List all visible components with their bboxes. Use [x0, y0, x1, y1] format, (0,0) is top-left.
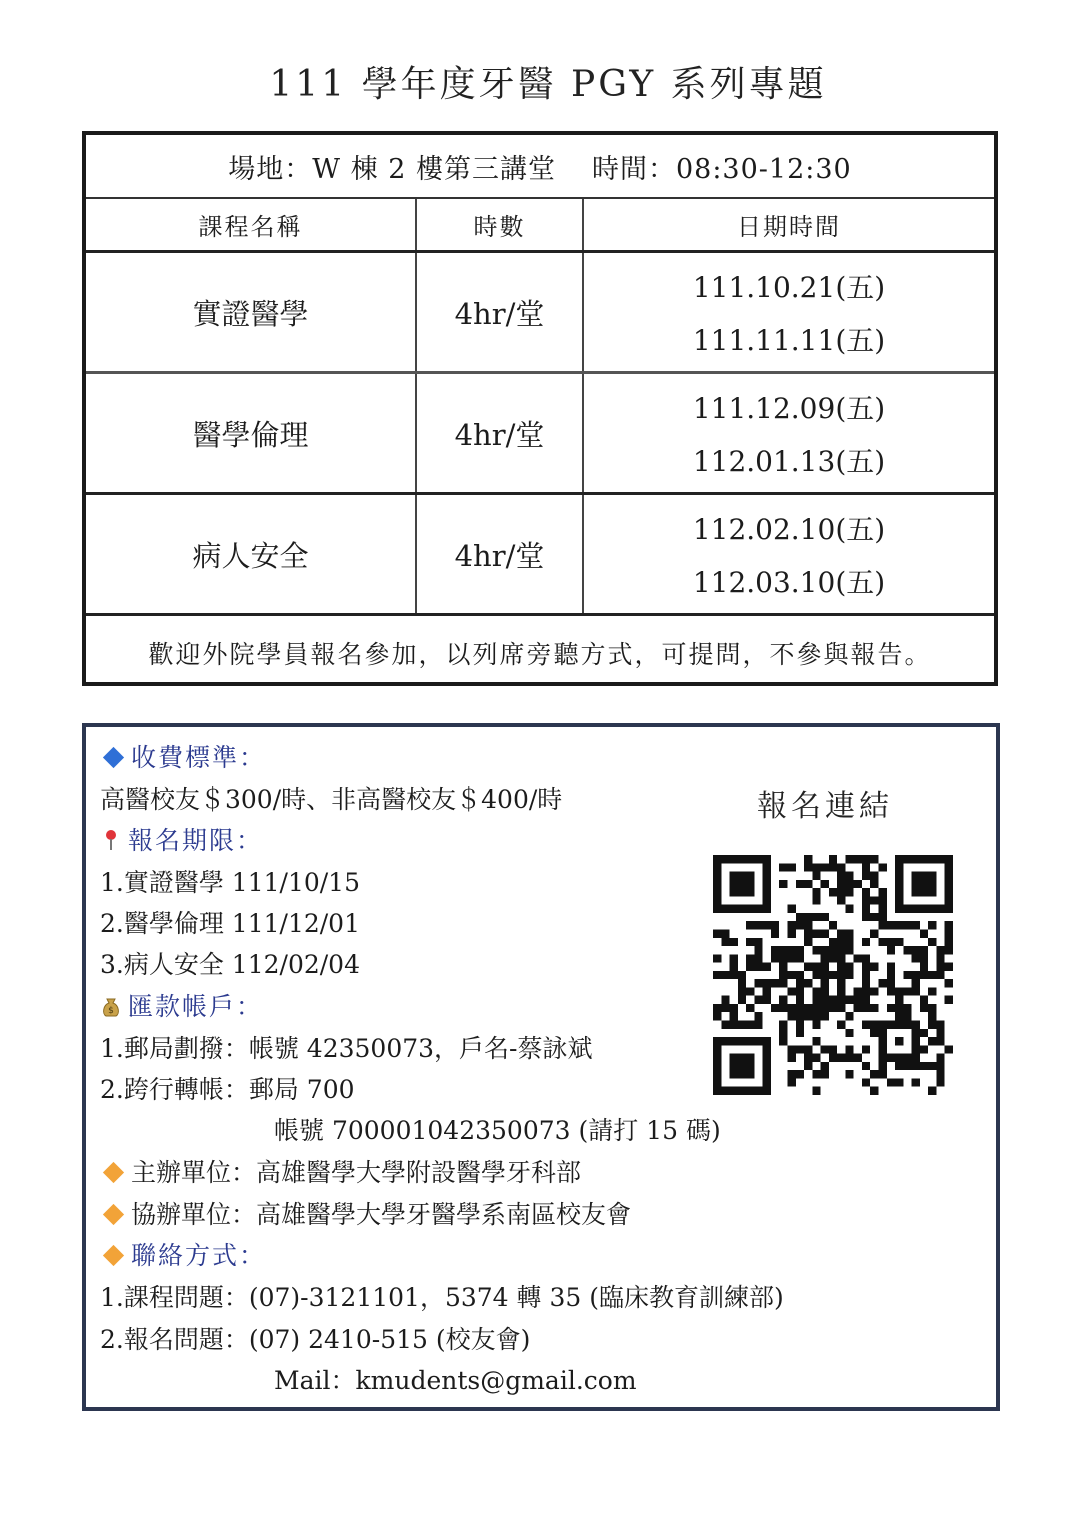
orange-diamond-icon	[103, 1162, 124, 1183]
info-box	[82, 723, 1000, 1411]
table-row	[86, 495, 994, 616]
orange-diamond-icon	[103, 1245, 124, 1266]
fee-text: 高醫校友＄300/時、非高醫校友＄400/時	[100, 785, 563, 814]
account-heading: 匯款帳戶：	[128, 992, 264, 1021]
course-date: 112.03.10(五)	[692, 565, 886, 599]
svg-text:$: $	[108, 1006, 114, 1016]
header-course-name: 課程名稱	[86, 199, 417, 250]
orange-diamond-icon	[103, 1204, 124, 1225]
header-datetime: 日期時間	[737, 213, 841, 241]
contact-heading-line	[100, 1241, 266, 1271]
deadline-heading: 報名期限：	[128, 826, 264, 855]
register-link-label: 報名連結	[757, 789, 893, 824]
organizer-line	[100, 1158, 581, 1188]
contact-course: 1.課程問題：(07)-3121101，5374 轉 35 (臨床教育訓練部)	[100, 1283, 784, 1312]
co-organizer-text: 協辦單位：高雄醫學大學牙醫學系南區校友會	[131, 1200, 632, 1229]
contact-register: 2.報名問題：(07) 2410-515 (校友會)	[100, 1325, 531, 1354]
course-date: 111.10.21(五)	[692, 270, 886, 304]
course-date: 111.11.11(五)	[692, 323, 886, 357]
welcome-note: 歡迎外院學員報名參加，以列席旁聽方式，可提問，不參與報告。	[148, 639, 932, 669]
fee-heading: 收費標準：	[131, 743, 267, 772]
contact-mail: Mail：kmudents@gmail.com	[274, 1366, 637, 1395]
deadline-item: 1.實證醫學 111/10/15	[100, 868, 360, 897]
course-dates	[584, 253, 994, 371]
venue-time-row	[86, 135, 994, 199]
course-hours: 4hr/堂	[417, 374, 584, 492]
account-postal: 1.郵局劃撥：帳號 42350073，戶名-蔡詠斌	[100, 1034, 593, 1063]
registration-qr-code[interactable]	[713, 855, 953, 1095]
red-pin-icon	[100, 829, 122, 851]
course-date: 112.01.13(五)	[692, 444, 886, 478]
deadline-heading-line	[100, 826, 263, 856]
time-text: 時間：08:30-12:30	[591, 153, 852, 185]
course-dates	[584, 495, 994, 613]
course-name: 實證醫學	[86, 253, 417, 371]
header-hours: 時數	[417, 199, 584, 250]
contact-heading: 聯絡方式：	[131, 1241, 267, 1270]
deadline-item: 3.病人安全 112/02/04	[100, 950, 360, 979]
page-title: 111 學年度牙醫 PGY 系列專題	[269, 64, 827, 105]
course-date: 111.12.09(五)	[692, 391, 886, 425]
course-hours: 4hr/堂	[417, 253, 584, 371]
course-name: 醫學倫理	[86, 374, 417, 492]
table-row	[86, 374, 994, 495]
table-header-row	[86, 199, 994, 253]
blue-diamond-icon	[103, 747, 124, 768]
organizer-text: 主辦單位：高雄醫學大學附設醫學牙科部	[131, 1158, 582, 1187]
account-heading-line	[100, 992, 263, 1022]
schedule-table	[82, 131, 998, 686]
table-row	[86, 253, 994, 374]
course-date: 112.02.10(五)	[692, 512, 886, 546]
account-transfer: 2.跨行轉帳：郵局 700	[100, 1075, 355, 1104]
co-organizer-line	[100, 1200, 631, 1230]
course-dates	[584, 374, 994, 492]
course-name: 病人安全	[86, 495, 417, 613]
venue-text: 場地：W 棟 2 樓第三講堂	[228, 153, 556, 185]
money-bag-icon	[100, 995, 122, 1017]
deadline-item: 2.醫學倫理 111/12/01	[100, 909, 360, 938]
fee-heading-line	[100, 743, 266, 773]
account-number: 帳號 700001042350073 (請打 15 碼)	[274, 1116, 721, 1145]
course-hours: 4hr/堂	[417, 495, 584, 613]
